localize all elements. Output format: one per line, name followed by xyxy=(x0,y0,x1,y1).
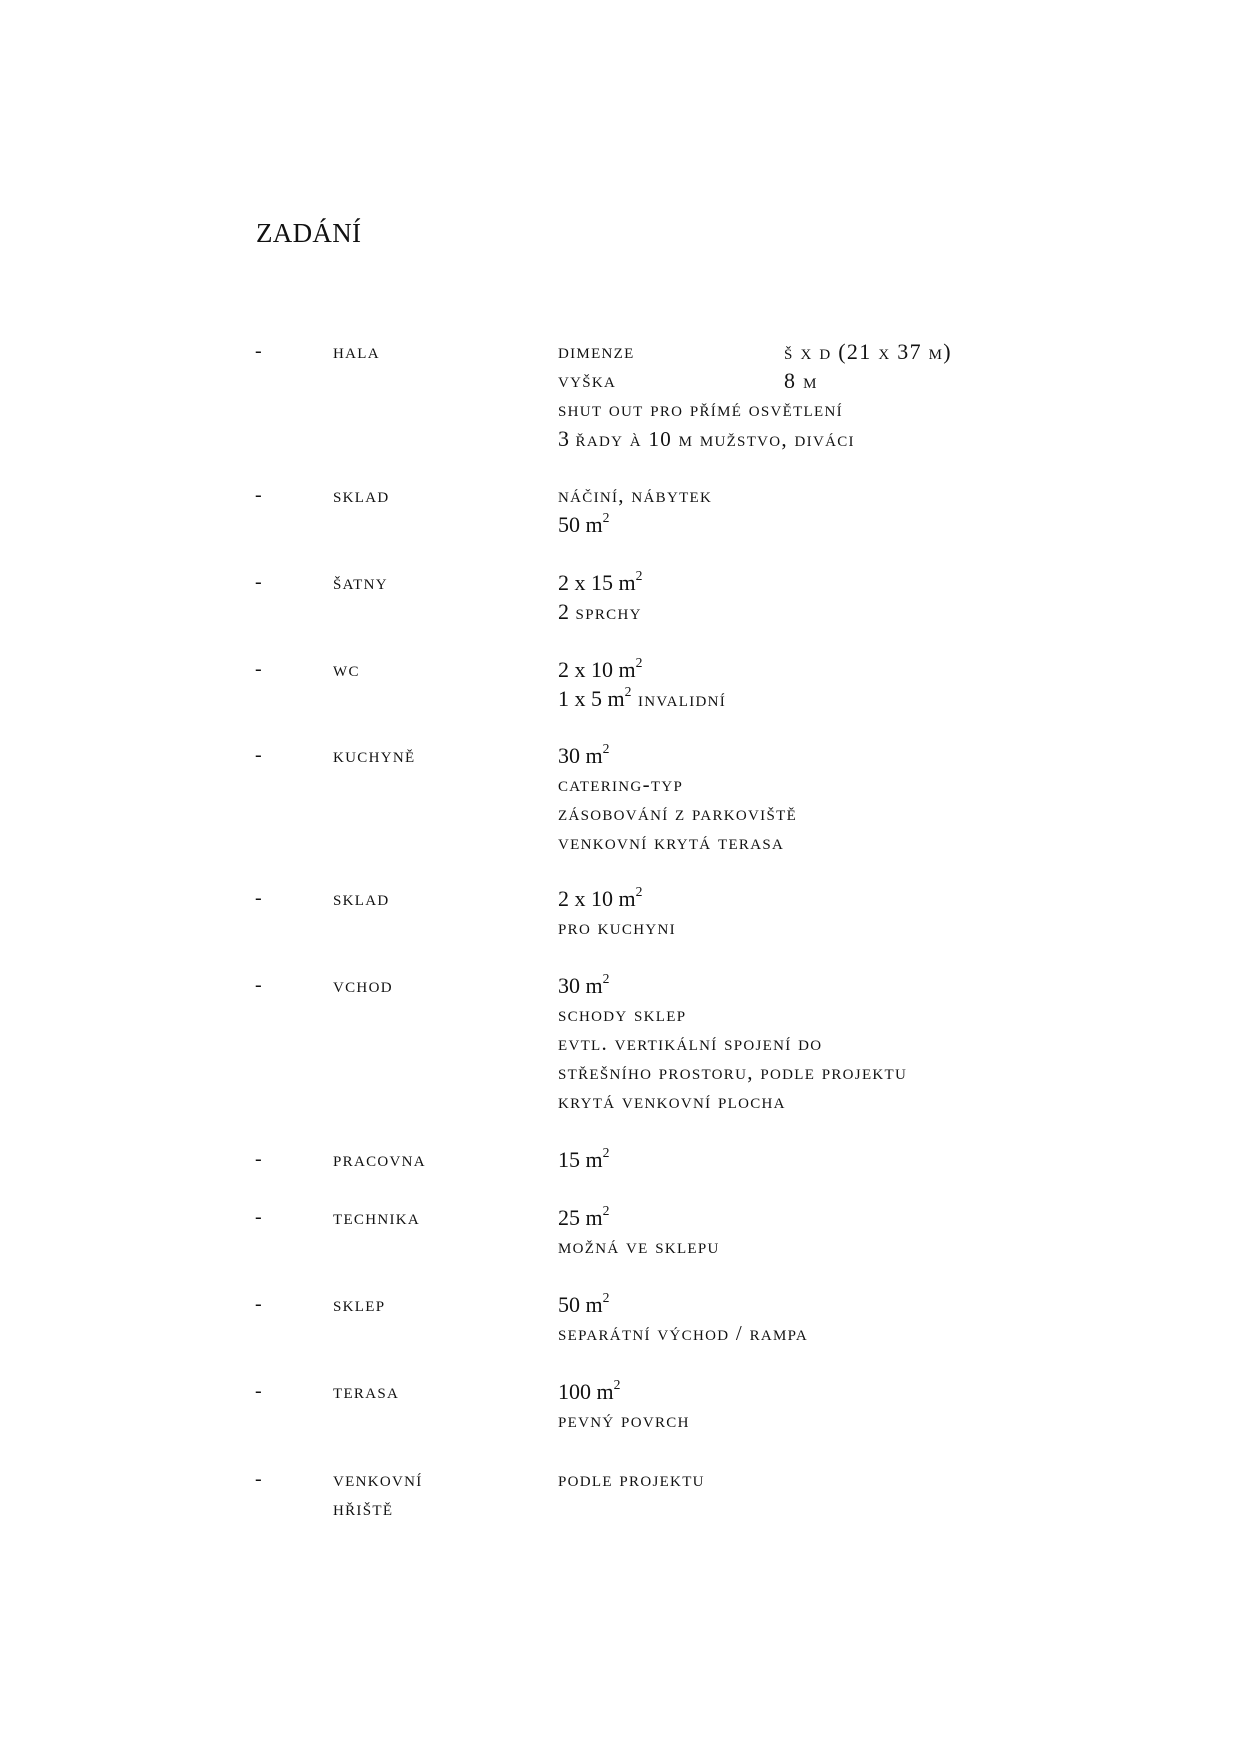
room-label-line: pracovna xyxy=(333,1147,426,1171)
detail-text: 30 m xyxy=(558,743,603,768)
detail-line xyxy=(558,799,1198,828)
room-label xyxy=(333,741,533,770)
superscript: 2 xyxy=(602,1202,610,1218)
detail-line xyxy=(558,1377,1198,1406)
room-details xyxy=(558,1203,1198,1261)
superscript: 2 xyxy=(602,740,610,756)
room-label-line: terasa xyxy=(333,1379,400,1403)
room-label xyxy=(333,1377,533,1406)
detail-line xyxy=(558,366,1198,395)
superscript: 2 xyxy=(635,883,643,899)
detail-line xyxy=(558,884,1198,913)
room-label xyxy=(333,481,533,510)
superscript: 2 xyxy=(635,567,643,583)
room-label-line: vchod xyxy=(333,973,393,997)
detail-line xyxy=(558,741,1198,770)
detail-text: možná ve sklepu xyxy=(558,1234,720,1258)
detail-text: 50 m xyxy=(558,1292,603,1317)
detail-line xyxy=(558,1319,1198,1348)
detail-text: podle projektu xyxy=(558,1467,705,1491)
detail-line xyxy=(558,1465,1198,1494)
detail-text: 30 m xyxy=(558,973,603,998)
detail-text: venkovní krytá terasa xyxy=(558,830,785,854)
detail-text: vyška xyxy=(558,368,617,392)
detail-line xyxy=(558,395,1198,424)
detail-line xyxy=(558,1145,1198,1174)
detail-text: 3 xyxy=(558,426,569,451)
superscript: 2 xyxy=(613,1376,621,1392)
detail-text: catering-typ xyxy=(558,772,684,796)
list-dash: - xyxy=(255,340,262,362)
list-dash: - xyxy=(255,571,262,593)
room-label-line: sklad xyxy=(333,483,390,507)
detail-text: 2 x 15 m xyxy=(558,570,636,595)
detail-text: náčiní, nábytek xyxy=(558,483,713,507)
room-label xyxy=(333,337,533,366)
detail-text: 2 xyxy=(558,599,569,624)
room-label-line: hala xyxy=(333,339,380,363)
detail-line xyxy=(558,424,1198,453)
room-details xyxy=(558,481,1198,539)
detail-line xyxy=(558,597,1198,626)
room-label xyxy=(333,1203,533,1232)
superscript: 2 xyxy=(602,1289,610,1305)
detail-line xyxy=(558,684,1198,713)
detail-text: dimenze xyxy=(558,339,635,363)
detail-line xyxy=(558,337,1198,366)
room-label xyxy=(333,1145,533,1174)
detail-line xyxy=(558,971,1198,1000)
detail-text: 25 m xyxy=(558,1205,603,1230)
room-details xyxy=(558,568,1198,626)
superscript: 2 xyxy=(635,654,643,670)
room-label-line: technika xyxy=(333,1205,421,1229)
detail-line xyxy=(558,828,1198,857)
list-dash: - xyxy=(255,1380,262,1402)
detail-line xyxy=(558,1203,1198,1232)
room-label xyxy=(333,971,533,1000)
superscript: 2 xyxy=(624,683,632,699)
detail-line xyxy=(558,1087,1198,1116)
detail-text: 1 x 5 m xyxy=(558,686,625,711)
list-dash: - xyxy=(255,887,262,909)
detail-line xyxy=(558,770,1198,799)
detail-text: střešního prostoru, podle projektu xyxy=(558,1060,908,1084)
detail-line xyxy=(558,1290,1198,1319)
detail-value: š x d (21 x 37 m) xyxy=(784,339,952,364)
list-dash: - xyxy=(255,658,262,680)
page-title: ZADÁNÍ xyxy=(256,218,362,248)
room-label xyxy=(333,1465,533,1523)
detail-value: 8 m xyxy=(784,368,818,393)
room-label-line: sklep xyxy=(333,1292,386,1316)
room-details xyxy=(558,1290,1198,1348)
detail-line xyxy=(558,568,1198,597)
detail-text: 100 m xyxy=(558,1379,614,1404)
detail-suffix: řady à 10 m mužstvo, diváci xyxy=(569,427,855,451)
room-label-line: sklad xyxy=(333,886,390,910)
detail-line xyxy=(558,1000,1198,1029)
room-label xyxy=(333,1290,533,1319)
detail-text: shut out pro přímé osvětlení xyxy=(558,397,843,421)
detail-line xyxy=(558,1406,1198,1435)
room-label-line: venkovní xyxy=(333,1467,423,1491)
list-dash: - xyxy=(255,974,262,996)
detail-text: evtl. vertikální spojení do xyxy=(558,1031,823,1055)
room-details xyxy=(558,884,1198,942)
room-label-line: šatny xyxy=(333,570,388,594)
list-dash: - xyxy=(255,744,262,766)
detail-text: 2 x 10 m xyxy=(558,657,636,682)
detail-line xyxy=(558,481,1198,510)
list-dash: - xyxy=(255,1293,262,1315)
superscript: 2 xyxy=(602,509,610,525)
room-label xyxy=(333,568,533,597)
list-dash: - xyxy=(255,484,262,506)
list-dash: - xyxy=(255,1148,262,1170)
detail-line xyxy=(558,1232,1198,1261)
detail-text: schody sklep xyxy=(558,1002,687,1026)
room-details xyxy=(558,655,1198,713)
room-details xyxy=(558,337,1198,453)
room-label-line: wc xyxy=(333,657,360,681)
room-details xyxy=(558,741,1198,857)
detail-line xyxy=(558,1029,1198,1058)
detail-line xyxy=(558,510,1198,539)
detail-text: 2 x 10 m xyxy=(558,886,636,911)
list-dash: - xyxy=(255,1206,262,1228)
detail-text: pro kuchyni xyxy=(558,915,676,939)
superscript: 2 xyxy=(602,1144,610,1160)
detail-text: pevný povrch xyxy=(558,1408,690,1432)
detail-text: 50 m xyxy=(558,512,603,537)
room-details xyxy=(558,971,1198,1116)
detail-suffix: invalidní xyxy=(631,687,727,711)
room-details xyxy=(558,1465,1198,1494)
detail-text: krytá venkovní plocha xyxy=(558,1089,786,1113)
detail-line xyxy=(558,913,1198,942)
room-label-line: kuchyně xyxy=(333,743,416,767)
detail-text: 15 m xyxy=(558,1147,603,1172)
detail-suffix: sprchy xyxy=(569,600,642,624)
detail-text: separátní východ / rampa xyxy=(558,1321,809,1345)
list-dash: - xyxy=(255,1468,262,1490)
room-label xyxy=(333,884,533,913)
detail-line xyxy=(558,655,1198,684)
room-label-line: hřiště xyxy=(333,1496,394,1520)
room-label xyxy=(333,655,533,684)
superscript: 2 xyxy=(602,970,610,986)
room-details xyxy=(558,1145,1198,1174)
detail-text: zásobování z parkoviště xyxy=(558,801,798,825)
room-details xyxy=(558,1377,1198,1435)
detail-line xyxy=(558,1058,1198,1087)
